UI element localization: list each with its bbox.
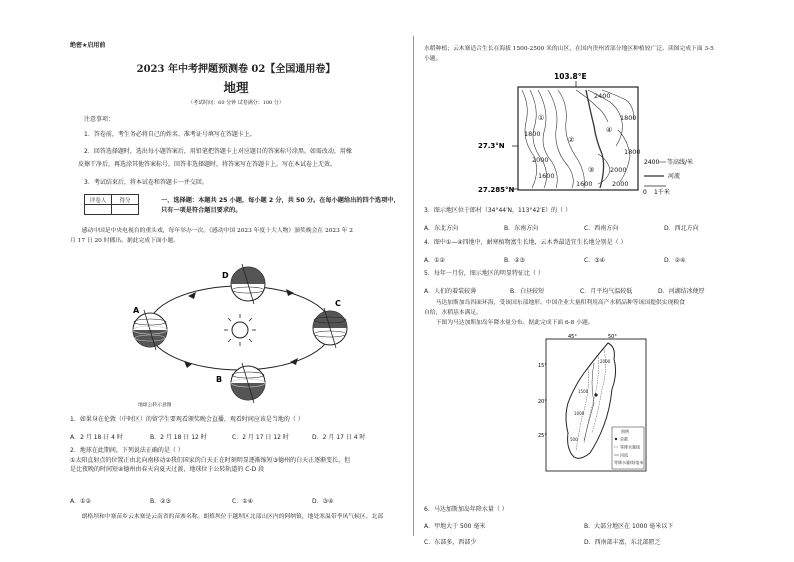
note-item: 2．回答选择题时，选出每小题答案后，用铅笔把答题卡上对应题目的答案标号涂黑。如需改动，用橡 bbox=[84, 148, 352, 155]
orbit-label: C bbox=[335, 299, 341, 308]
passage-line: 自给，水稻基本满足。 bbox=[424, 310, 482, 317]
section-title bbox=[161, 196, 401, 216]
option-b[interactable]: B．东南方向 bbox=[504, 225, 539, 232]
option-d[interactable]: D．2 月 17 日 4 时 bbox=[312, 434, 366, 441]
option-b[interactable]: B．大部分地区在 1000 毫米以下 bbox=[584, 523, 674, 530]
latitude-label: 25° bbox=[538, 433, 547, 439]
option-c[interactable]: C．①④ bbox=[232, 498, 253, 505]
option-d[interactable]: D．河湖结冰便厚 bbox=[658, 288, 705, 295]
passage-line: 马达加斯加岛四面环海，受该国东部地形、中国企业大量积利用高产水稻品种等该国提供实现粮食 bbox=[424, 300, 685, 306]
isohyet-value: 1000 bbox=[574, 411, 585, 416]
score-box bbox=[84, 194, 139, 215]
question-2 bbox=[70, 446, 405, 475]
note-item: 3．考试结束后，将本试卷和答题卡一并交回。 bbox=[84, 179, 208, 186]
score-box-label: 评卷人 bbox=[85, 195, 112, 205]
option-a[interactable]: A．人们的着装较薄 bbox=[424, 288, 477, 295]
legend-item: 河流 bbox=[620, 452, 628, 458]
option-a[interactable]: A．①② bbox=[70, 498, 91, 505]
legend-contour-value: 2400 bbox=[644, 159, 660, 166]
option-b[interactable]: B．②③ bbox=[150, 498, 171, 505]
orbit-label: D bbox=[222, 271, 229, 280]
note-item: 1．答卷前，考生务必将自己的姓名、准考证号填写在答题卡上。 bbox=[84, 131, 256, 138]
option-d[interactable]: D．③④ bbox=[312, 498, 334, 505]
option-b[interactable]: B．2 月 18 日 12 时 bbox=[150, 434, 207, 441]
isohyet-value: 2000 bbox=[600, 359, 611, 364]
contour-value: 2400 bbox=[594, 92, 611, 100]
exam-info: （考试时间：60 分钟 试卷满分：100 分） bbox=[188, 100, 284, 106]
question-6: 6．马达加斯加岛年降水量（ ） bbox=[424, 506, 508, 513]
question-stem: 1．如果身在伦敦（中时区）的留学生要观看颁奖晚会直播，观看时间应该是当地的（ ） bbox=[70, 416, 304, 423]
option-c[interactable]: C．东部多，西部少 bbox=[424, 539, 477, 546]
question-statement: 是比夜晚的时间短④德州由春天向夏天过渡，地球位于公转轨道的 C-D 段 bbox=[70, 466, 265, 474]
question-3: 3．图示地区位于郎村（34°44′N，113°42′E）的（ ） bbox=[424, 207, 572, 214]
passage-line: 水稻种植；云木寨适合生长在海拔 1500-2500 米的山区，在国内贵州省部分地区种植较广泛。读图完成下面 3-5 bbox=[424, 46, 714, 52]
scale-zero: 0 bbox=[643, 189, 647, 196]
notes-heading: 注意事项： bbox=[84, 116, 115, 123]
legend-river-label: 河流 bbox=[668, 173, 681, 180]
option-b[interactable]: B．②③ bbox=[504, 257, 525, 264]
capital-marker bbox=[594, 393, 597, 396]
contour-value: 1800 bbox=[620, 114, 637, 122]
option-a[interactable]: A．①② bbox=[424, 257, 445, 264]
contour-map bbox=[478, 70, 694, 200]
note-item: 皮擦干净后，再选涂其他答案标号。回答非选择题时，将答案写在答题卡上。写在本试卷上无效。 bbox=[78, 161, 337, 168]
question-1 bbox=[70, 415, 405, 425]
question-stem: 2．地球在此期间，下列说法正确的是（ ） bbox=[70, 447, 184, 454]
map-point-label: ③ bbox=[588, 166, 595, 174]
section-title-line: 只有一项是符合题目要求的。 bbox=[161, 206, 242, 214]
question-statement: ①太阳直射点的位置正由北向南移动②我们国家的白天正在时刻明显逐渐缩短③德州的白天正逐渐变长，但 bbox=[70, 456, 351, 464]
exam-title: 2023 年中考押题预测卷 02【全国通用卷】 bbox=[136, 64, 336, 75]
contour-value: 1800 bbox=[624, 148, 641, 156]
passage-line: 感动中国是中央电视台的重头戏，每年举办一次。《感动中国 2023 年度十大人物》颁奖晚会在 2023 年 2 bbox=[70, 228, 353, 234]
question-5: 5．每年一月份，图示地区的明显特征比（ ） bbox=[424, 270, 544, 277]
score-box-cell bbox=[85, 205, 112, 215]
score-box-label: 得分 bbox=[112, 195, 139, 205]
section-title-line: 一、选择题：本题共 25 小题，每小题 2 分，共 50 分。在每小题给出的四个选项中， bbox=[161, 197, 400, 204]
passage-line: 月 17 日 20 时播出。据此完成下面小题。 bbox=[70, 238, 180, 245]
passage-2-start: 朗格坝和中寨苗乡云木寨是云南省的苗寨名称。朗格坝位于越坝区北部山区内的阿纳镇，地处寒温带季风气候区。北部 bbox=[70, 514, 384, 520]
question-4: 4．图中①—④四地中，耐寒植物富生长地，云木香最适宜生长地分别是（ ） bbox=[424, 239, 627, 246]
option-c[interactable]: C．西南方向 bbox=[584, 225, 619, 232]
isohyet-value: 1500 bbox=[578, 389, 589, 394]
longitude-label: 45° bbox=[568, 334, 577, 340]
legend-capital-symbol bbox=[615, 438, 617, 440]
figure-caption: 地球公转示意图 bbox=[138, 403, 172, 408]
legend-item: 首都 bbox=[620, 436, 628, 442]
contour-value: 2000 bbox=[610, 166, 627, 174]
orbit-label: B bbox=[216, 375, 223, 384]
isohyet-value: 500 bbox=[570, 437, 578, 442]
passage-1 bbox=[70, 226, 405, 246]
option-a[interactable]: A．甲地大于 500 毫米 bbox=[424, 523, 486, 530]
scale-km: 1千米 bbox=[654, 189, 670, 196]
option-c[interactable]: C．月平均气温较低 bbox=[580, 288, 633, 295]
passage-line: 下图为马达加斯加岛年降水量分布。据此完成下面 6-8 小题。 bbox=[424, 320, 594, 327]
latitude-label: 27.3°N bbox=[478, 142, 505, 150]
longitude-label: 103.8°E bbox=[554, 72, 587, 81]
madagascar-rainfall-map bbox=[538, 333, 648, 475]
sun-icon bbox=[224, 314, 256, 346]
option-c[interactable]: C．③④ bbox=[584, 257, 605, 264]
legend-contour-label: 等高线/米 bbox=[667, 159, 694, 166]
contour-value: 1800 bbox=[524, 130, 541, 138]
option-d[interactable]: D．②④ bbox=[664, 257, 686, 264]
passage-3 bbox=[424, 298, 759, 328]
longitude-label: 50° bbox=[608, 334, 617, 340]
orbit-label: A bbox=[133, 306, 140, 315]
option-d[interactable]: D．西北方向 bbox=[664, 225, 699, 232]
passage-2-continued bbox=[424, 44, 759, 64]
option-c[interactable]: C．2 月 17 日 12 时 bbox=[232, 434, 289, 441]
map-point-label: ② bbox=[568, 136, 575, 144]
latitude-label: 27.285°N bbox=[478, 186, 515, 194]
option-b[interactable]: B．白昼较短 bbox=[510, 288, 545, 295]
column-divider bbox=[413, 36, 414, 536]
contour-value: 2000 bbox=[532, 156, 549, 164]
passage-line: 小题。 bbox=[424, 56, 442, 63]
option-a[interactable]: A．2 月 18 日 4 时 bbox=[70, 434, 123, 441]
latitude-label: 20° bbox=[538, 399, 547, 405]
contour-value: 1600 bbox=[576, 180, 593, 188]
legend-title: 图例 bbox=[621, 429, 629, 434]
legend-item: 等降水量线/毫米 bbox=[614, 460, 644, 465]
score-box-cell bbox=[112, 205, 139, 215]
map-point-label: ① bbox=[538, 114, 545, 122]
latitude-label: 15° bbox=[538, 363, 547, 369]
map-point-label: ④ bbox=[606, 126, 613, 134]
subject-title: 地理 bbox=[223, 80, 249, 95]
contour-value: 1600 bbox=[538, 172, 555, 180]
earth-orbit-diagram bbox=[130, 258, 360, 408]
secret-mark: 绝密★启用前 bbox=[70, 42, 106, 49]
contour-value: 2000 bbox=[612, 180, 629, 188]
option-a[interactable]: A．东北方向 bbox=[424, 225, 459, 232]
option-d[interactable]: D．西南部丰富，东北部匮乏 bbox=[584, 539, 661, 546]
legend-item: 等降水量线 bbox=[620, 444, 640, 450]
